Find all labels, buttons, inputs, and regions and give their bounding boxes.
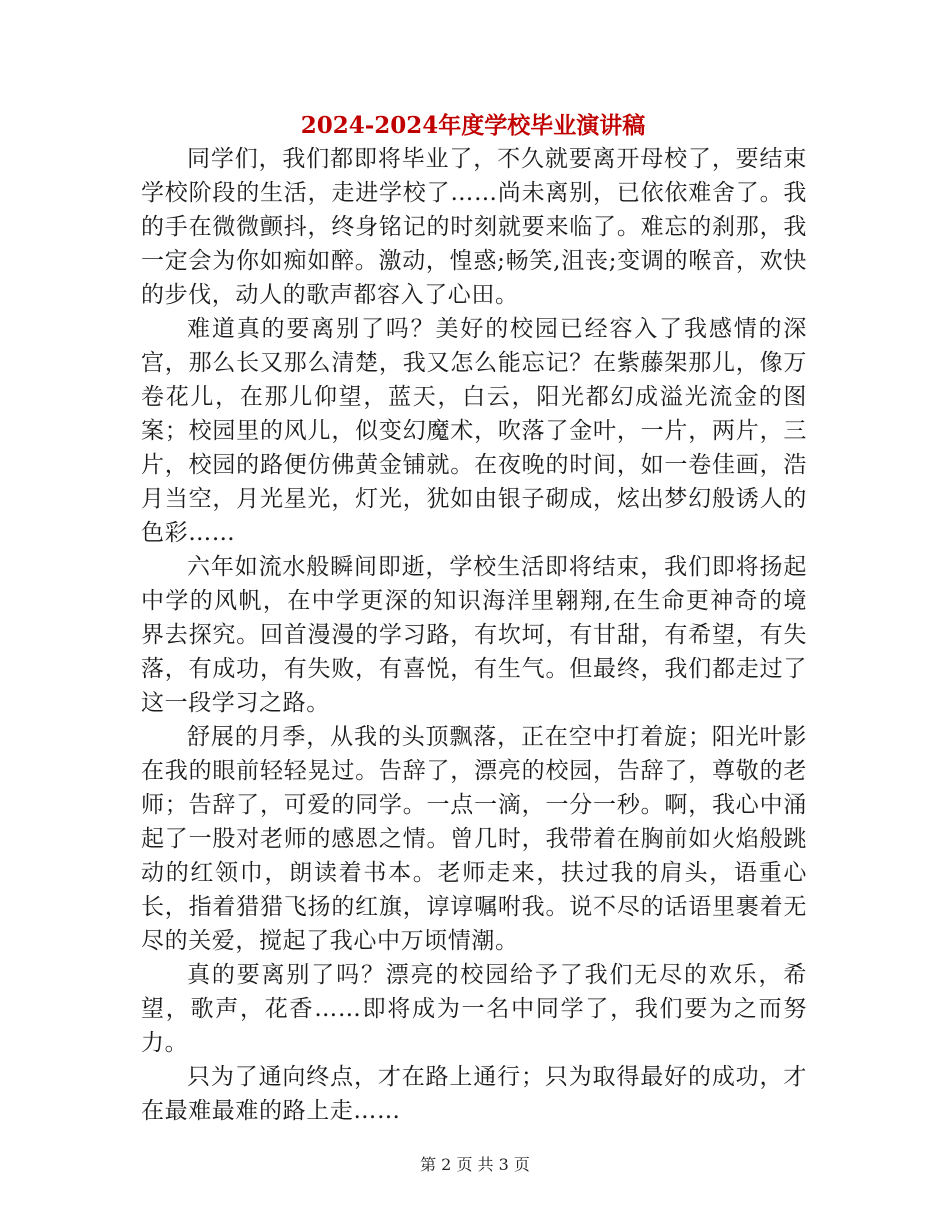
page-footer: 第 2 页 共 3 页 xyxy=(420,1155,530,1174)
paragraph-6: 只为了通向终点，才在路上通行；只为取得最好的成功，才在最难最难的路上走…… xyxy=(141,1064,807,1124)
paragraph-3: 六年如流水般瞬间即逝，学校生活即将结束，我们即将扬起中学的风帆，在中学更深的知识海洋里翱翔,在生命更神奇的境界去探究。回首漫漫的学习路，有坎坷，有甘甜，有希望，有失落，有成功，有失败，有喜悦，有生气。但最终，我们都走过了这一段学习之路。 xyxy=(141,554,807,716)
paragraph-1: 同学们，我们都即将毕业了，不久就要离开母校了，要结束学校阶段的生活，走进学校了……尚未离别，已依依难舍了。我的手在微微颤抖，终身铭记的时刻就要来临了。难忘的刹那，我一定会为你如痴如醉。激动，惶惑;畅笑,沮丧;变调的喉音，欢快的步伐，动人的歌声都容入了心田。 xyxy=(141,146,807,308)
document-title: 2024-2024年度学校毕业演讲稿 xyxy=(300,112,646,139)
paragraph-4: 舒展的月季，从我的头顶飘落，正在空中打着旋；阳光叶影在我的眼前轻轻晃过。告辞了，漂亮的校园，告辞了，尊敬的老师；告辞了，可爱的同学。一点一滴，一分一秒。啊，我心中涌起了一股对老师的感恩之情。曾几时，我带着在胸前如火焰般跳动的红领巾，朗读着书本。老师走来，扶过我的肩头，语重心长，指着猎猎飞扬的红旗，谆谆嘱咐我。说不尽的话语里裹着无尽的关爱，搅起了我心中万顷情潮。 xyxy=(141,724,807,954)
paragraph-2: 难道真的要离别了吗？美好的校园已经容入了我感情的深宫，那么长又那么清楚，我又怎么能忘记？在紫藤架那儿，像万卷花儿，在那儿仰望，蓝天，白云，阳光都幻成溢光流金的图案；校园里的风儿，似变幻魔术，吹落了金叶，一片，两片，三片，校园的路便仿佛黄金铺就。在夜晚的时间，如一卷佳画，浩月当空，月光星光，灯光，犹如由银子砌成，炫出梦幻般诱人的色彩…… xyxy=(141,316,807,546)
document-body xyxy=(141,142,807,1128)
paragraph-5: 真的要离别了吗？漂亮的校园给予了我们无尽的欢乐，希望，歌声，花香……即将成为一名中同学了，我们要为之而努力。 xyxy=(141,962,807,1056)
